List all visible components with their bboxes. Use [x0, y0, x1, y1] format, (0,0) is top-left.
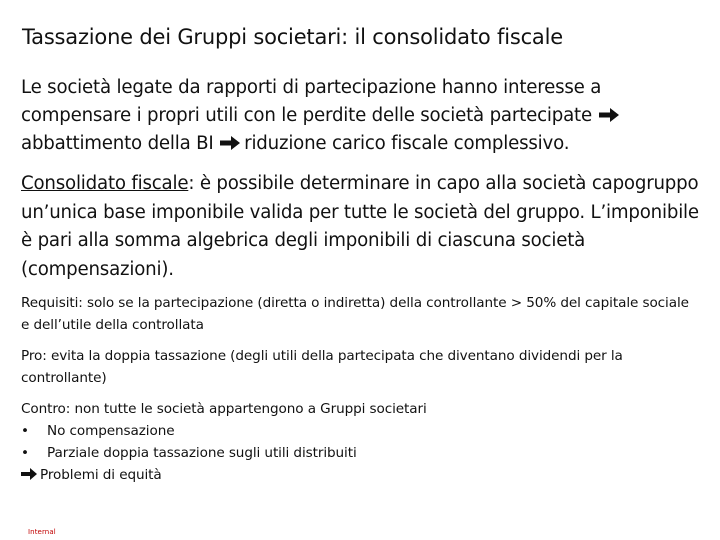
intro-text-part3: riduzione carico fiscale complessivo. [244, 133, 570, 154]
contro-heading: Contro: non tutte le società appartengono a Gruppi societari [21, 401, 427, 417]
classification-label: Internal [28, 528, 56, 536]
right-arrow-icon [599, 108, 619, 122]
intro-paragraph [21, 74, 701, 158]
slide-title: Tassazione dei Gruppi societari: il consolidato fiscale [22, 25, 563, 49]
contro-section [21, 398, 701, 486]
bullet-icon: • [21, 445, 29, 461]
requisiti-paragraph: Requisiti: solo se la partecipazione (diretta o indiretta) della controllante > 50% del capitale sociale e dell’utile della controllata [21, 295, 689, 333]
contro-conclusion: Problemi di equità [40, 467, 162, 483]
list-item [21, 420, 701, 442]
intro-text-part1: Le società legate da rapporti di partecipazione hanno interesse a compensare i propri utili con le perdite delle società partecipate [21, 77, 602, 126]
pro-paragraph: Pro: evita la doppia tassazione (degli utili della partecipata che diventano dividendi per la controllante) [21, 348, 623, 386]
definition-term: Consolidato fiscale [21, 173, 189, 194]
definition-text: : è possibile determinare in capo alla società capogruppo un’unica base imponibile valida per tutte le società del gruppo. L’imponibile è pari alla somma algebrica degli imponibili di ciascuna società (compensazioni). [21, 173, 699, 280]
contro-conclusion-line [21, 464, 701, 486]
list-item-text: No compensazione [47, 423, 175, 439]
right-arrow-icon [220, 136, 240, 150]
definition-paragraph [21, 170, 701, 284]
intro-text-part2: abbattimento della BI [21, 133, 214, 154]
list-item [21, 442, 701, 464]
list-item-text: Parziale doppia tassazione sugli utili distribuiti [47, 445, 357, 461]
bullet-icon: • [21, 423, 29, 439]
right-arrow-icon [21, 468, 37, 480]
